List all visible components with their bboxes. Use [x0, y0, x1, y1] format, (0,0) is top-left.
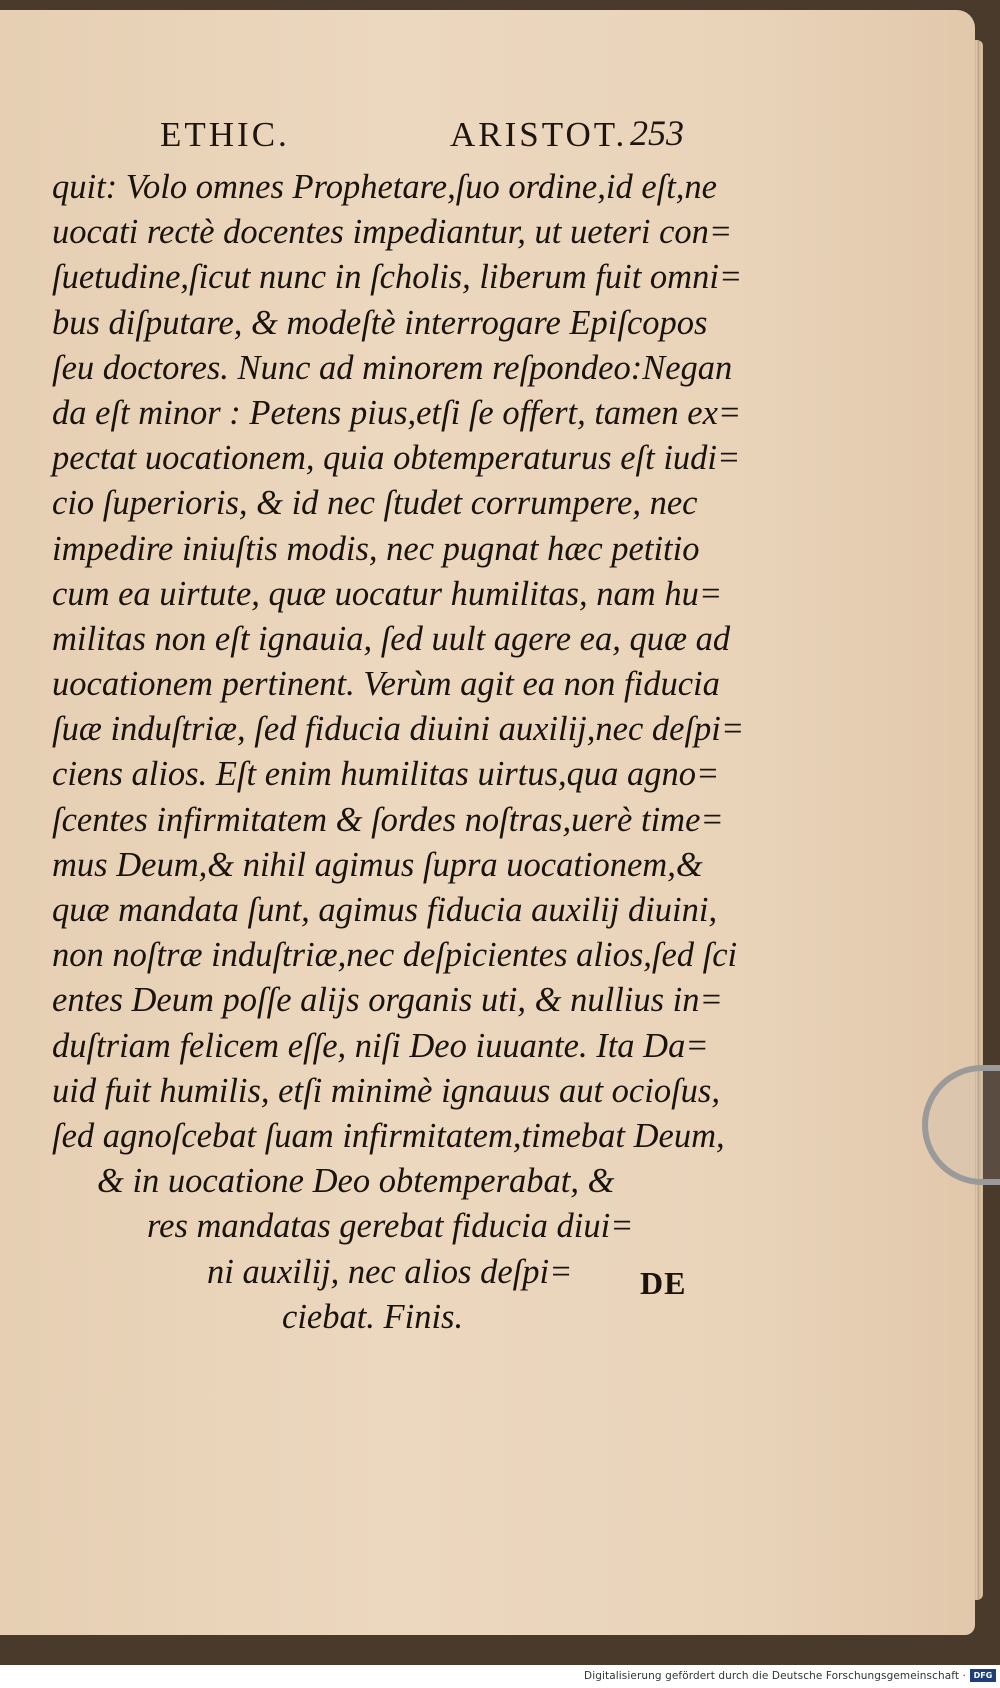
footer-credit: Digitalisierung gefördert durch die Deutsche Forschungsgemeinschaft · [584, 1670, 966, 1682]
text-line: ſeu doctores. Nunc ad minorem reſpondeo:Negan [52, 348, 733, 387]
running-head-left: ETHIC. [160, 115, 290, 154]
text-line: ciens alios. Eſt enim humilitas uirtus,qua agno= [52, 755, 720, 794]
text-line: cum ea uirtute, quæ uocatur humilitas, nam hu= [52, 574, 723, 613]
body-text [52, 165, 745, 1340]
text-line: pectat uocationem, quia obtemperaturus eſt iudi= [52, 439, 741, 478]
text-line: quit: Volo omnes Prophetare,ſuo ordine,id eſt,ne [52, 168, 717, 206]
dfg-logo-icon: DFG [970, 1669, 996, 1682]
text-line: ſuetudine,ſicut nunc in ſcholis, liberum fuit omni= [52, 258, 743, 297]
text-line: entes Deum poſſe alijs organis uti, & nullius in= [52, 981, 723, 1020]
text-line: res mandatas gerebat fiducia diui= [147, 1207, 634, 1246]
text-line: mus Deum,& nihil agimus ſupra uocationem,& [52, 845, 703, 884]
text-line: ſed agnoſcebat ſuam infirmitatem,timebat Deum, [52, 1116, 725, 1155]
text-line: militas non eſt ignauia, ſed uult agere ea, quæ ad [52, 619, 731, 658]
text-line: uocati rectè docentes impediantur, ut ueteri con= [52, 213, 733, 252]
running-head-right: ARISTOT. [450, 115, 628, 154]
text-line: da eſt minor : Petens pius,etſi ſe offert, tamen ex= [52, 393, 742, 432]
text-line: ſcentes infirmitatem & ſordes noſtras,uerè time= [52, 800, 724, 839]
text-line: uocationem pertinent. Verùm agit ea non fiducia [52, 665, 720, 704]
text-line: cio ſuperioris, & id nec ſtudet corrumpere, nec [52, 484, 698, 523]
text-line: duſtriam felicem eſſe, niſi Deo iuuante. Ita Da= [52, 1026, 709, 1065]
text-line: bus diſputare, & modeſtè interrogare Epiſcopos [52, 303, 708, 342]
text-line: non noſtræ induſtriæ,nec deſpicientes alios,ſed ſci [52, 936, 738, 975]
page-number: 253 [630, 113, 684, 153]
text-line: ni auxilij, nec alios deſpi= [207, 1252, 573, 1291]
text-line: ciebat. Finis. [282, 1297, 464, 1336]
text-line: quæ mandata ſunt, agimus fiducia auxilij diuini, [52, 891, 718, 929]
text-line: impedire iniuſtis modis, nec pugnat hæc petitio [52, 529, 700, 568]
text-line: uid fuit humilis, etſi minimè ignauus aut ocioſus, [52, 1071, 720, 1110]
text-line: & in uocatione Deo obtemperabat, & [97, 1162, 615, 1201]
text-line: ſuæ induſtriæ, ſed fiducia diuini auxilij,nec deſpi= [52, 710, 745, 749]
catchword: DE [640, 1265, 687, 1301]
